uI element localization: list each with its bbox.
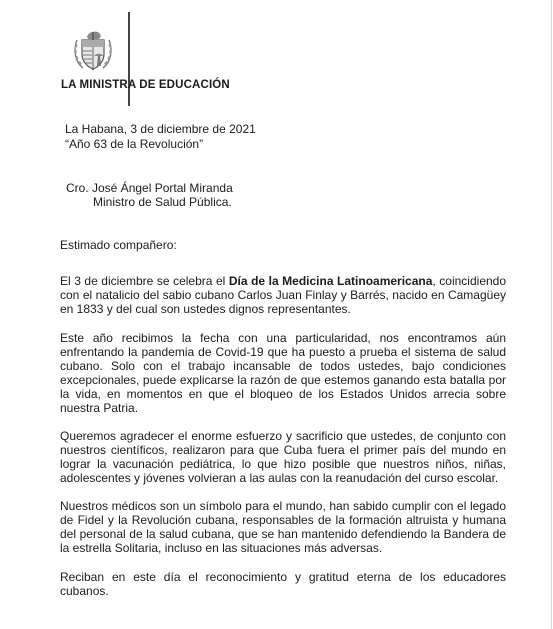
- place-date: La Habana, 3 de diciembre de 2021: [65, 122, 256, 136]
- year-motto: “Año 63 de la Revolución”: [65, 137, 204, 151]
- holiday-name: Día de la Medicina Latinoamericana: [228, 274, 433, 288]
- page-edge: [551, 0, 552, 629]
- recipient-name: Cro. José Ángel Portal Miranda: [66, 181, 233, 195]
- letterhead-divider: [128, 12, 130, 106]
- cuban-coat-of-arms-icon: [71, 28, 115, 72]
- body-paragraph-2: Este año recibimos la fecha con una particularidad, nos encontramos aún enfrentando la pandemia de Covid-19 que ha puesto a prueba el sistema de salud cubano. Solo con el trabajo incansable de todos ustedes, bajo condiciones excepcionales, puede explicarse la razón de que estemos ganando esta batalla por la vida, en momentos en que el bloqueo de los Estados Unidos arrecia sobre nuestra Patria.: [60, 331, 506, 415]
- paragraph-1-end: , coincidiendo con el natalicio del sabio cubano Carlos Juan Finlay y Barrés, nacido en Camagüey en 1833 y del cual son ustedes dignos representantes.: [60, 274, 507, 316]
- salutation: Estimado compañero:: [60, 238, 177, 252]
- ministry-title: LA MINISTRA DE EDUCACIÓN: [61, 79, 230, 91]
- body-paragraph-1: [60, 274, 506, 316]
- paragraph-1-start: El 3 de diciembre se celebra el: [60, 274, 229, 288]
- body-paragraph-4: Nuestros médicos son un símbolo para el mundo, han sabido cumplir con el legado de Fidel y la Revolución cubana, responsables de la formación altruista y humana del personal de la salud cubana, que se han mantenido defendiendo la Bandera de la estrella Solitaria, incluso en las situaciones más adversas.: [60, 499, 506, 555]
- body-paragraph-3: Queremos agradecer el enorme esfuerzo y sacrificio que ustedes, de conjunto con nuestros científicos, realizaron para que Cuba fuera el primer país del mundo en lograr la vacunación pediátrica, lo que hizo posible que nuestros niños, niñas, adolescentes y jóvenes volvieran a las aulas con la reanudación del curso escolar.: [60, 429, 506, 485]
- body-paragraph-5: Reciban en este día el reconocimiento y gratitud eterna de los educadores cubanos.: [60, 570, 506, 598]
- recipient-position: Ministro de Salud Pública.: [93, 195, 232, 209]
